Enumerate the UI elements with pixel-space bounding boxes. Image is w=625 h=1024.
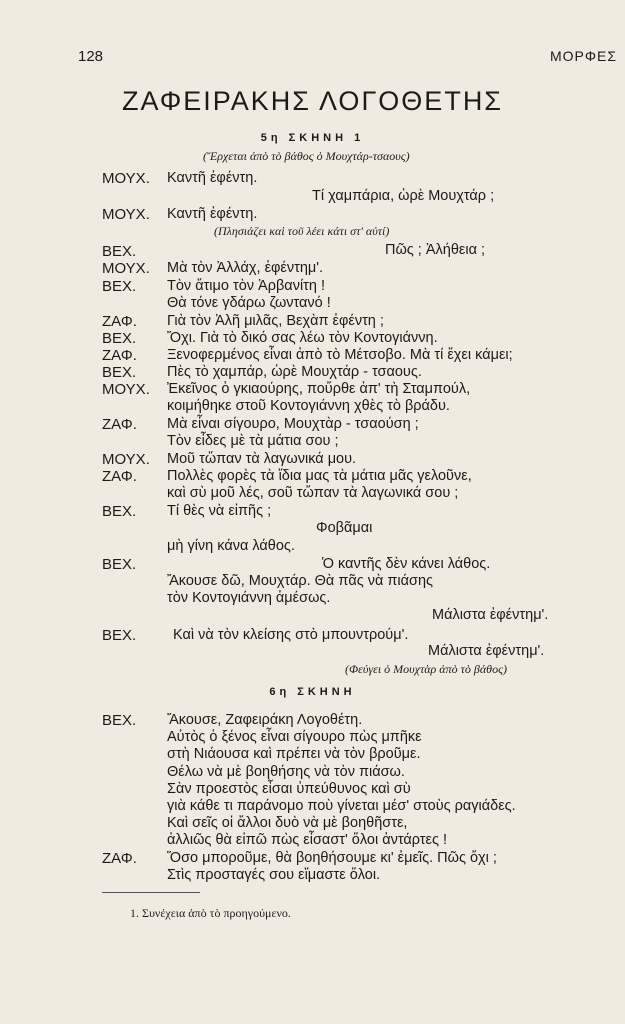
stage-direction: (Φεύγει ὁ Μουχτὰρ ἀπὸ τὸ βάθος)	[345, 662, 507, 676]
speaker: ΒΕΧ.	[102, 243, 137, 260]
stage-direction: (Ἔρχεται ἀπὸ τὸ βάθος ὁ Μουχτάρ-τσαους)	[203, 149, 410, 163]
dialogue-line: Τί χαμπάρια, ὡρὲ Μουχτάρ ;	[312, 188, 495, 204]
speaker: ΒΕΧ.	[102, 364, 137, 381]
dialogue-line: Φοβᾶμαι	[316, 520, 373, 536]
dialogue-line: Ὁ καντῆς δὲν κάνει λάθος.	[322, 556, 491, 572]
stage-direction: (Πλησιάζει καὶ τοῦ λέει κάτι στ' αὐτί)	[214, 224, 390, 238]
speaker: ΒΕΧ.	[102, 556, 137, 573]
dialogue-line: Τὸν εἶδες μὲ τὰ μάτια σου ;	[167, 433, 339, 449]
dialogue-line: μὴ γίνη κάνα λάθος.	[167, 538, 295, 554]
dialogue-line: Θέλω νὰ μὲ βοηθήσης νὰ τὸν πιάσω.	[167, 764, 405, 780]
speaker: ΖΑΦ.	[102, 347, 137, 364]
dialogue-line: Μάλιστα ἐφέντημ'.	[428, 643, 545, 659]
speaker: ΖΑΦ.	[102, 416, 137, 433]
page-title: ΖΑΦΕΙΡΑΚΗΣ ΛΟΓΟΘΕΤΗΣ	[121, 86, 504, 116]
dialogue-line: Πὲς τὸ χαμπάρ, ὡρὲ Μουχτάρ - τσαους.	[167, 364, 422, 380]
speaker: ΒΕΧ.	[102, 503, 137, 520]
speaker: ΜΟΥΧ.	[102, 170, 150, 187]
dialogue-line: Τί θὲς νὰ εἰπῆς ;	[167, 503, 272, 519]
dialogue-line: Γιὰ τὸν Ἀλῆ μιλᾶς, Βεχὰπ ἐφέντη ;	[167, 313, 384, 329]
speaker: ΜΟΥΧ.	[102, 451, 150, 468]
page-number: 128	[78, 48, 104, 65]
dialogue-line: Σὰν προεστὸς εἶσαι ὑπεύθυνος καὶ σὺ	[167, 781, 411, 797]
dialogue-line: Καὶ νὰ τὸν κλείσης στὸ μπουντρούμ'.	[173, 627, 409, 643]
dialogue-line: τὸν Κοντογιάννη ἀμέσως.	[167, 590, 331, 606]
scene-5-heading: 5η ΣΚΗΝΗ 1	[260, 132, 365, 144]
dialogue-line: Μὰ τὸν Ἀλλάχ, ἐφέντημ'.	[167, 260, 324, 276]
dialogue-line: Ὅσο μποροῦμε, θὰ βοηθήσουμε κι' ἐμεῖς. Πῶς ὄχι ;	[167, 850, 497, 866]
speaker: ΜΟΥΧ.	[102, 260, 150, 277]
dialogue-line: κοιμήθηκε στοῦ Κοντογιάννη χθὲς τὸ βράδυ.	[167, 398, 450, 414]
dialogue-line: Ξενοφερμένος εἶναι ἀπὸ τὸ Μέτσοβο. Μὰ τί ἔχει κάμει;	[167, 347, 513, 363]
speaker: ΒΕΧ.	[102, 712, 137, 729]
dialogue-line: Ὄχι. Γιὰ τὸ δικό σας λέω τὸν Κοντογιάννη.	[167, 330, 438, 346]
dialogue-line: Μὰ εἶναι σίγουρο, Μουχτὰρ - τσαούση ;	[167, 416, 419, 432]
dialogue-line: Ἄκουσε δῶ, Μουχτάρ. Θὰ πᾶς νὰ πιάσης	[167, 573, 434, 589]
dialogue-line: Μάλιστα ἐφέντημ'.	[432, 607, 549, 623]
speaker: ΜΟΥΧ.	[102, 206, 150, 223]
dialogue-line: Καντῆ ἐφέντη.	[167, 206, 258, 222]
dialogue-line: Τὸν ἄτιμο τὸν Ἀρβανίτη !	[167, 278, 326, 294]
dialogue-line: Αὐτὸς ὁ ξένος εἶναι σίγουρο πὼς μπῆκε	[167, 729, 422, 745]
dialogue-line: Πολλὲς φορὲς τὰ ἴδια μας τὰ μάτια μᾶς γελοῦνε,	[167, 468, 472, 484]
speaker: ΒΕΧ.	[102, 330, 137, 347]
footnote-rule	[102, 892, 200, 893]
dialogue-line: Θὰ τόνε γδάρω ζωντανό !	[167, 295, 331, 311]
dialogue-line: στὴ Νιάουσα καὶ πρέπει νὰ τὸν βροῦμε.	[167, 746, 421, 762]
dialogue-line: Στὶς προσταγές σου εἴμαστε ὅλοι.	[167, 867, 381, 883]
speaker: ΒΕΧ.	[102, 627, 137, 644]
dialogue-line: Μοῦ τὤπαν τὰ λαγωνικά μου.	[167, 451, 357, 467]
speaker: ΖΑΦ.	[102, 313, 137, 330]
dialogue-line: Ἐκεῖνος ὁ γκιαούρης, ποὔρθε ἀπ' τὴ Σταμπούλ,	[167, 381, 471, 397]
dialogue-line: ἀλλιῶς θὰ εἰπῶ πὼς εἶσαστ' ὅλοι ἀντάρτες !	[167, 832, 448, 848]
dialogue-line: Ἄκουσε, Ζαφειράκη Λογοθέτη.	[167, 712, 363, 728]
dialogue-line: Πῶς ; Ἀλήθεια ;	[385, 242, 486, 258]
speaker: ΜΟΥΧ.	[102, 381, 150, 398]
dialogue-line: γιὰ κάθε τι παράνομο ποὺ γίνεται μέσ' στοὺς ραγιάδες.	[167, 798, 516, 814]
dialogue-line: Καὶ σεῖς οἱ ἄλλοι δυὸ νὰ μὲ βοηθῆστε,	[167, 815, 408, 831]
scene-6-heading: 6η ΣΚΗΝΗ	[269, 686, 356, 698]
dialogue-line: Καντῆ ἐφέντη.	[167, 170, 258, 186]
speaker: ΒΕΧ.	[102, 278, 137, 295]
speaker: ΖΑΦ.	[102, 850, 137, 867]
speaker: ΖΑΦ.	[102, 468, 137, 485]
dialogue-line: καὶ σὺ μοῦ λές, σοῦ τὤπαν τὰ λαγωνικά σου ;	[167, 485, 459, 501]
running-head: ΜΟΡΦΕΣ	[549, 48, 617, 64]
footnote: 1. Συνέχεια ἀπὸ τὸ προηγούμενο.	[130, 906, 291, 920]
